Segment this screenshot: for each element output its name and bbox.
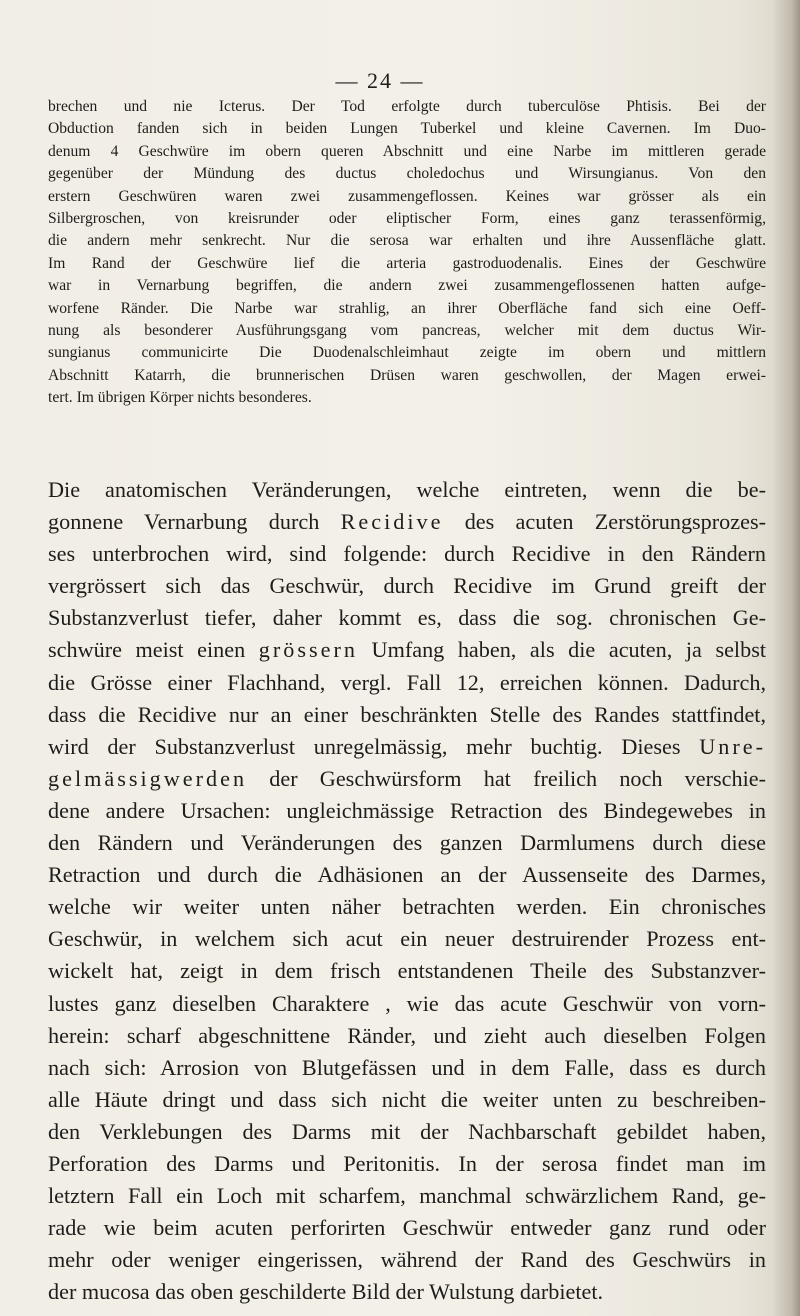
text-line: Perforation des Darms und Peritonitis. In der serosa findet man im <box>48 1150 766 1176</box>
text-line: vergrössert sich das Geschwür, durch Recidive im Grund greift der <box>48 573 766 599</box>
text-line: sungianus communicirte Die Duodenalschleimhaut zeigte im obern und mittlern <box>48 344 766 362</box>
text-line: welche wir weiter unten näher betrachten werden. Ein chronisches <box>48 894 766 920</box>
main-paragraph <box>48 474 766 1308</box>
case-report-paragraph <box>48 96 766 409</box>
text-line: gegenüber der Mündung des ductus choledochus und Wirsungianus. Von den <box>48 165 766 183</box>
text-line: die andern mehr senkrecht. Nur die serosa war erhalten und ihre Aussenfläche glatt. <box>48 232 766 250</box>
text-line: worfene Ränder. Die Narbe war strahlig, an ihrer Oberfläche fand sich eine Oeff- <box>48 299 766 317</box>
text-line: nung als besonderer Ausführungsgang vom pancreas, welcher mit dem ductus Wir- <box>48 321 766 339</box>
text-line: Die anatomischen Veränderungen, welche eintreten, wenn die be- <box>48 477 766 502</box>
text-line: der mucosa das oben geschilderte Bild der Wulstung darbietet. <box>48 1279 604 1305</box>
text-line: Geschwür, in welchem sich acut ein neuer destruirender Prozess ent- <box>48 926 766 952</box>
text-line: dass die Recidive nur an einer beschränkten Stelle des Randes stattfindet, <box>48 701 766 727</box>
text-line: Abschnitt Katarrh, die brunnerischen Drüsen waren geschwollen, der Magen erwei- <box>48 366 766 384</box>
text-line: Retraction und durch die Adhäsionen an der Aussenseite des Darmes, <box>48 862 766 888</box>
text-line: Im Rand der Geschwüre lief die arteria gastroduodenalis. Eines der Geschwüre <box>48 254 766 272</box>
text-line: Silbergroschen, von kreisrunder oder eliptischer Form, eines ganz terassenförmig, <box>48 209 766 227</box>
text-line: brechen und nie Icterus. Der Tod erfolgte durch tuberculöse Phtisis. Bei der <box>48 98 766 115</box>
text-line: denum 4 Geschwüre im obern queren Abschnitt und eine Narbe im mittleren gerade <box>48 142 766 160</box>
emphasis-word: gelmässigwerden <box>48 765 248 791</box>
text-line: war in Vernarbung begriffen, die andern zwei zusammengeflossenen hatten aufge- <box>48 277 766 295</box>
text-line: letztern Fall ein Loch mit scharfem, manchmal schwärzlichem Rand, ge- <box>48 1183 766 1209</box>
text-line: ses unterbrochen wird, sind folgende: durch Recidive in den Rändern <box>48 541 766 567</box>
text-line: alle Häute dringt und dass sich nicht die weiter unten zu beschreiben- <box>48 1086 766 1112</box>
text-line: die Grösse einer Flachhand, vergl. Fall 12, erreichen können. Dadurch, <box>48 669 766 695</box>
text-line: mehr oder weniger eingerissen, während der Rand des Geschwürs in <box>48 1247 766 1273</box>
page-edge-shadow <box>772 0 800 1316</box>
text-line: schwüre meist einen grössern Umfang haben, als die acuten, ja selbst <box>48 637 766 663</box>
emphasis-word: Unre- <box>699 733 766 759</box>
text-line: Obduction fanden sich in beiden Lungen Tuberkel und kleine Cavernen. Im Duo- <box>48 120 766 138</box>
emphasis-word: grössern <box>258 637 358 663</box>
text-line: den Rändern und Veränderungen des ganzen Darmlumens durch diese <box>48 830 766 856</box>
text-line: wird der Substanzverlust unregelmässig, mehr buchtig. Dieses Unre- <box>48 733 766 759</box>
text-line: herein: scharf abgeschnittene Ränder, und zieht auch dieselben Folgen <box>48 1022 766 1048</box>
text-line: den Verklebungen des Darms mit der Nachbarschaft gebildet haben, <box>48 1118 766 1144</box>
text-line: rade wie beim acuten perforirten Geschwür entweder ganz rund oder <box>48 1215 766 1241</box>
emphasis-word: Recidive <box>340 509 444 535</box>
text-line: Substanzverlust tiefer, daher kommt es, dass die sog. chronischen Ge- <box>48 605 766 631</box>
text-line: erstern Geschwüren waren zwei zusammengeflossen. Keines war grösser als ein <box>48 187 766 205</box>
text-line: wickelt hat, zeigt in dem frisch entstandenen Theile des Substanzver- <box>48 958 766 984</box>
text-line: tert. Im übrigen Körper nichts besonderes. <box>48 389 312 407</box>
text-line: gelmässigwerden der Geschwürsform hat freilich noch verschie- <box>48 765 766 791</box>
text-line: lustes ganz dieselben Charaktere , wie das acute Geschwür von vorn- <box>48 990 766 1016</box>
text-line: nach sich: Arrosion von Blutgefässen und in dem Falle, dass es durch <box>48 1054 766 1080</box>
text-line: dene andere Ursachen: ungleichmässige Retraction des Bindegewebes in <box>48 797 766 823</box>
text-line: gonnene Vernarbung durch Recidive des acuten Zerstörungsprozes- <box>48 509 766 535</box>
page-number: — 24 — <box>335 68 425 93</box>
